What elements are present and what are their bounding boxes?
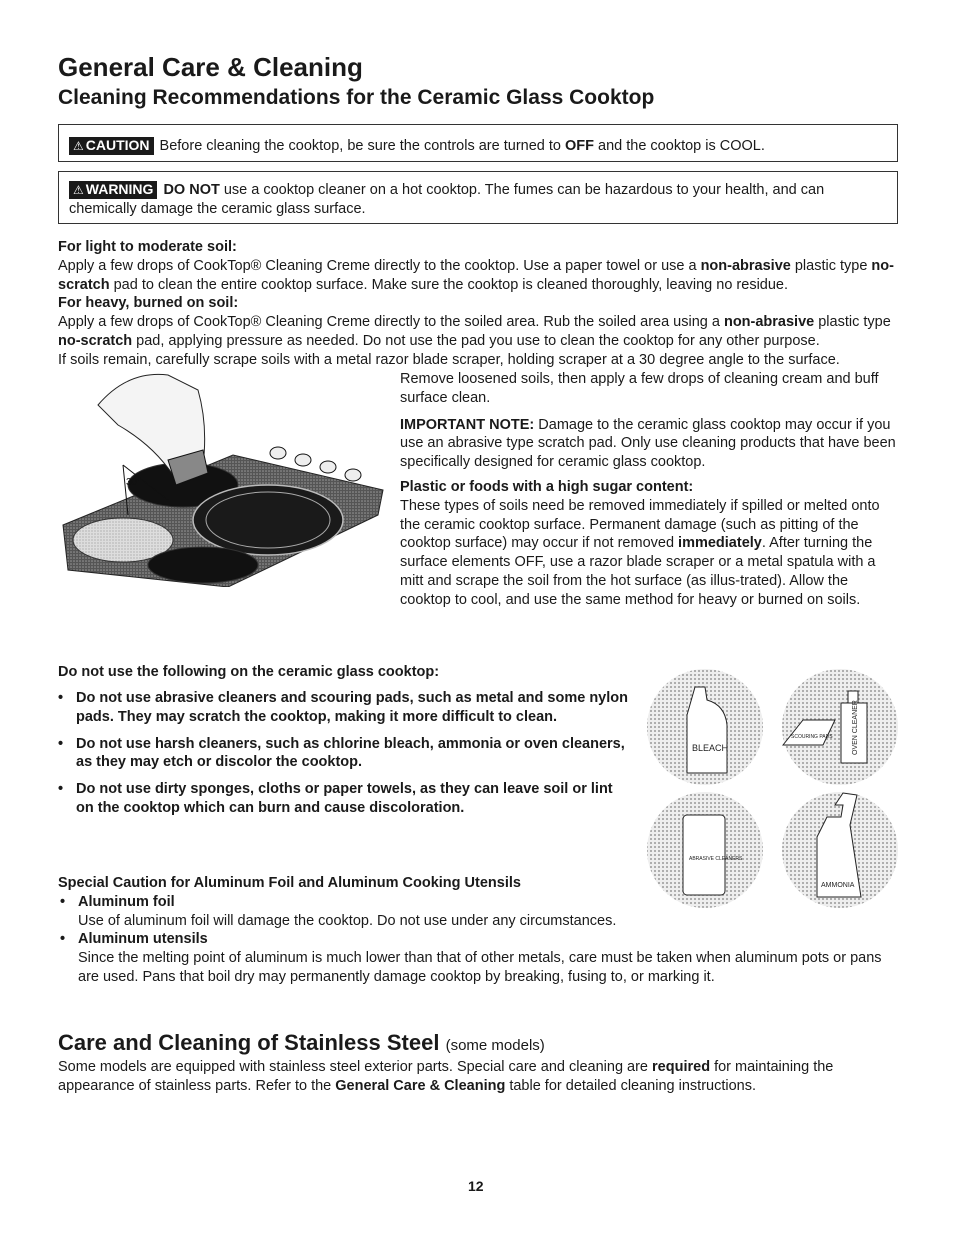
warning-badge: ⚠ WARNING bbox=[69, 181, 157, 199]
do-not-use-list bbox=[58, 689, 628, 818]
aluminum-section bbox=[58, 874, 918, 987]
do-not-use-section bbox=[58, 664, 628, 826]
aluminum-heading: Special Caution for Aluminum Foil and Aluminum Cooking Utensils bbox=[58, 875, 521, 891]
angle-label: 30° bbox=[126, 477, 142, 488]
stainless-text: Some models are equipped with stainless steel exterior parts. Special care and cleaning are required for maintaining the appearance of stainless parts. Refer to the General Care & Cleaning table for detailed cleaning instructions. bbox=[58, 1059, 834, 1094]
light-soil-section bbox=[58, 238, 900, 370]
page-title: General Care & Cleaning bbox=[58, 52, 363, 82]
svg-text:BLEACH: BLEACH bbox=[692, 743, 729, 753]
light-soil-heading: For light to moderate soil: bbox=[58, 239, 237, 255]
list-item: • Do not use dirty sponges, cloths or paper towels, as they can leave soil or lint on the cooktop which can burn and cause discoloration. bbox=[58, 780, 628, 818]
important-note: IMPORTANT NOTE: Damage to the ceramic glass cooktop may occur if you use an abrasive type scratch pad. Only use cleaning products that have been specifically designed for ceramic glass cooktop. bbox=[400, 416, 896, 471]
aluminum-utensils-label: • Aluminum utensils bbox=[58, 930, 918, 949]
svg-text:OVEN CLEANER: OVEN CLEANER bbox=[852, 700, 859, 755]
right-column-text bbox=[400, 370, 900, 610]
sugar-text: These types of soils need be removed immediately if spilled or melted onto the ceramic cooktop surface. Permanent damage (such as pitting of the cooktop surface) may occur if not removed immediately. After turning the surface elements OFF, use a razor blade scraper or a metal spatula with a mitt and scrape the soil from the hot surface (as illus-trated). Allow the cooktop to cool, and use the same method for heavy or burned on soils. bbox=[400, 497, 880, 608]
do-not-use-heading: Do not use the following on the ceramic glass cooktop: bbox=[58, 664, 440, 680]
svg-text:SCOURING PADS: SCOURING PADS bbox=[791, 734, 833, 740]
list-item: • Do not use harsh cleaners, such as chlorine bleach, ammonia or oven cleaners, as they may etch or discolor the cooktop. bbox=[58, 735, 628, 773]
section-subtitle: Cleaning Recommendations for the Ceramic Glass Cooktop bbox=[58, 86, 655, 109]
stainless-heading: Care and Cleaning of Stainless Steel (some models) bbox=[58, 1030, 545, 1055]
heavy-soil-text: Apply a few drops of CookTop® Cleaning Creme directly to the soiled area. Rub the soiled area using a non-abrasive plastic type no-scratch pad, applying pressure as needed. Do not use the pad you use to clean the cooktop for any other purpose. bbox=[58, 314, 891, 349]
list-item: • Do not use abrasive cleaners and scouring pads, such as metal and some nylon pads. They may scratch the cooktop, making it more difficult to clean. bbox=[58, 689, 628, 727]
heavy-soil-heading: For heavy, burned on soil: bbox=[58, 295, 239, 312]
svg-text:ABRASIVE CLEANERS: ABRASIVE CLEANERS bbox=[689, 856, 743, 862]
aluminum-utensils-text: Since the melting point of aluminum is much lower than that of other metals, care must be taken when aluminum pots or pans are used. Pans that boil dry may permanently damage cooktop by breaking, fusing to, or marking it. bbox=[78, 950, 882, 985]
aluminum-foil-label: • Aluminum foil bbox=[58, 893, 918, 912]
warning-triangle-icon: ⚠ bbox=[73, 183, 84, 197]
caution-badge: ⚠ CAUTION bbox=[69, 137, 154, 155]
no-scouring-pads-oven-cleaner-icon bbox=[782, 669, 898, 785]
svg-text:AMMONIA: AMMONIA bbox=[821, 882, 855, 889]
warning-box: ⚠ WARNING DO NOT use a cooktop cleaner on a hot cooktop. The fumes can be hazardous to your health, and can chemically damage the ceramic glass surface. bbox=[58, 171, 898, 224]
no-bleach-icon bbox=[647, 669, 763, 785]
heavy-soil-buff-text: Remove loosened soils, then apply a few drops of cleaning cream and buff surface clean. bbox=[400, 371, 879, 406]
aluminum-foil-text: Use of aluminum foil will damage the cooktop. Do not use under any circumstances. bbox=[78, 912, 617, 929]
heavy-soil-scrape-text: If soils remain, carefully scrape soils with a metal razor blade scraper, holding scraper at a 30 degree angle to the surface. bbox=[58, 351, 840, 368]
warning-triangle-icon: ⚠ bbox=[73, 139, 84, 153]
caution-box: ⚠ CAUTION Before cleaning the cooktop, be sure the controls are turned to OFF and the cooktop is COOL. bbox=[58, 124, 898, 162]
cooktop-scraper-illustration bbox=[58, 365, 388, 587]
sugar-heading: Plastic or foods with a high sugar content: bbox=[400, 478, 694, 495]
light-soil-text: Apply a few drops of CookTop® Cleaning Creme directly to the cooktop. Use a paper towel or use a non-abrasive plastic type no-scratch pad to clean the entire cooktop surface. Make sure the cooktop is cleaned thoroughly, leaving no residue. bbox=[58, 257, 894, 293]
page-number: 12 bbox=[468, 1178, 484, 1194]
